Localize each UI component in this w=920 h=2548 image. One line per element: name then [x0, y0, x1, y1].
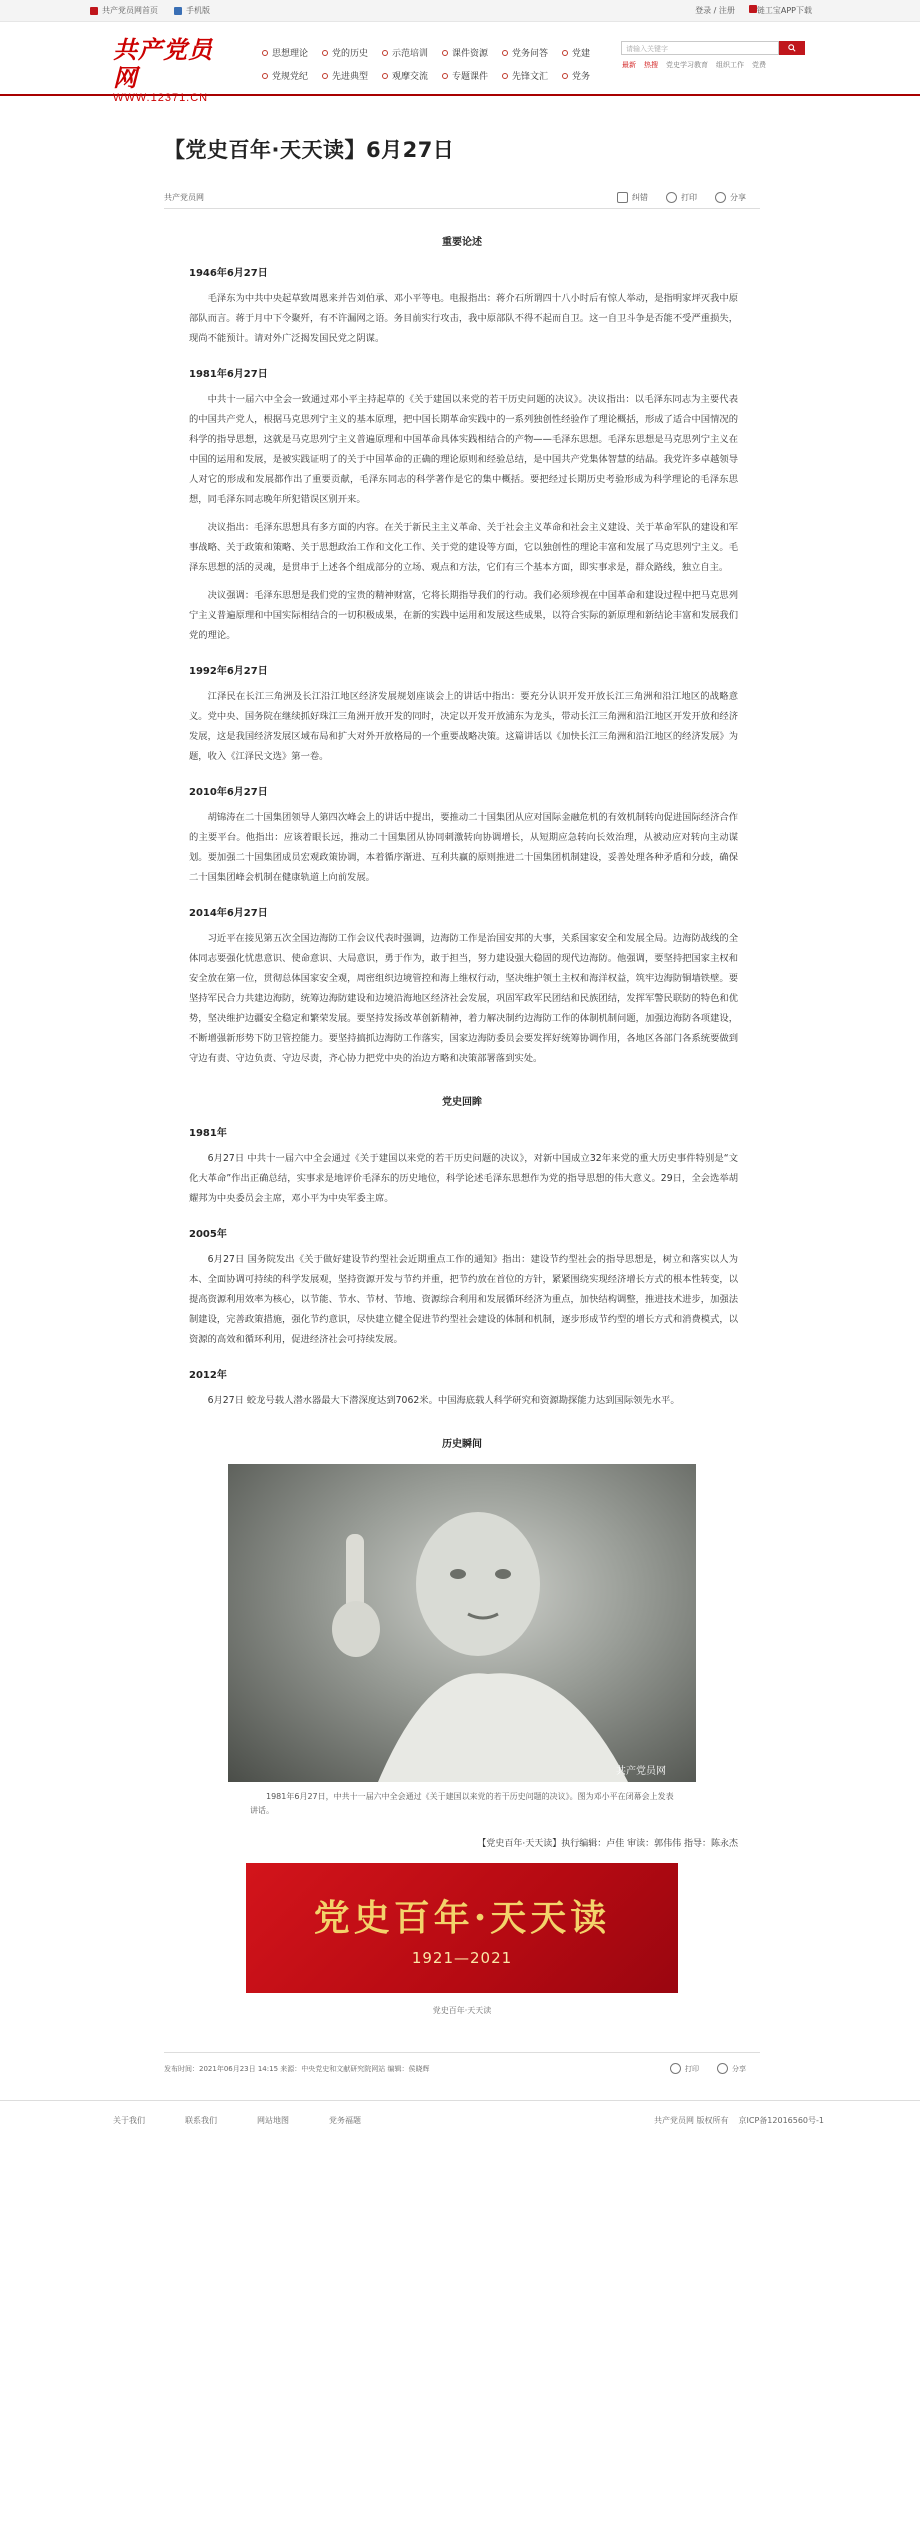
search-button[interactable]: [779, 41, 805, 55]
portrait-illustration: [228, 1464, 696, 1782]
top-strip: [0, 0, 920, 22]
print-button[interactable]: 打印: [670, 2063, 699, 2074]
search-bar: [621, 41, 805, 55]
nav-item[interactable]: 先锋文汇: [502, 69, 562, 82]
article-foot-tools: [670, 2063, 746, 2074]
paragraph: 江泽民在长江三角洲及长江沿江地区经济发展规划座谈会上的讲话中指出：要充分认识开发开放长江三角洲和沿江地区的战略意义。党中央、国务院在继续抓好珠江三角洲开放开发的同时，决定以开发开放浦东为龙头，带动长江三角洲和沿江地区开发开放和经济发展，这是我国经济发展区域布局和扩大对外开放格局的一个重要战略决策。这篇讲话以《加快长江三角洲和沿江地区的经济发展》为题，收入《江泽民文选》第一卷。: [189, 691, 738, 762]
app-icon: [749, 5, 757, 13]
paragraph: 6月27日 中共十一届六中全会通过《关于建国以来党的若干历史问题的决议》，对新中国成立32年来党的重大历史事件特别是“文化大革命”作出正确总结，实事求是地评价毛泽东的历史地位，科学论述毛泽东思想作为党的指导思想的伟大意义。29日，全会选举胡耀邦为中央委员会主席，邓小平为中央军委主席。: [189, 1153, 738, 1204]
bullet-icon: [322, 73, 328, 79]
search-input[interactable]: 请输入关键字: [621, 41, 779, 55]
nav-item[interactable]: 课件资源: [442, 46, 502, 59]
section-heading: 重要论述: [442, 237, 482, 248]
search-icon: [788, 44, 796, 52]
nav-item[interactable]: 党的历史: [322, 46, 382, 59]
logo-url: WWW.12371.CN: [113, 92, 209, 104]
paragraph: 习近平在接见第五次全国边海防工作会议代表时强调，边海防工作是治国安邦的大事，关系国家安全和发展全局。边海防战线的全体同志要强化忧患意识、使命意识、大局意识，勇于作为，敢于担当，努力建设强大稳固的现代边海防。他强调，要坚持把国家主权和安全放在第一位，贯彻总体国家安全观，周密组织边境管控和海上维权行动，坚决维护领土主权和海洋权益，筑牢边海防铜墙铁壁。要坚持军民合力共建边海防，统筹边海防建设和边境沿海地区经济社会发展，巩固军政军民团结和民族团结，发挥军警民联防的特色和优势，坚决维护边疆安全稳定和繁荣发展。要坚持发扬改革创新精神，着力解决制约边海防工作的体制机制问题，加强边海防各项建设，不断增强新形势下防卫管控能力。要坚持搞抓边海防工作落实，国家边海防委员会要发挥好统筹协调作用，各地区各部门各系统要做到守边有责、守边负责、守边尽责，齐心协力把党中央的治边方略和决策部署落到实处。: [189, 933, 738, 1064]
bullet-icon: [562, 73, 568, 79]
date-heading: 1981年6月27日: [189, 369, 268, 380]
print-icon: [670, 2063, 681, 2074]
home-link[interactable]: 共产党员网首页: [90, 5, 158, 16]
date-heading: 1946年6月27日: [189, 268, 268, 279]
mobile-link[interactable]: 手机版: [174, 5, 210, 16]
bullet-icon: [382, 50, 388, 56]
footer-link[interactable]: 网站地图: [257, 2116, 289, 2125]
footer-link[interactable]: 联系我们: [185, 2116, 217, 2125]
hotword-link[interactable]: 最新: [622, 61, 636, 69]
paragraph: 毛泽东为中共中央起草致周恩来并告刘伯承、邓小平等电。电报指出：蒋介石所谓四十八小时后有惊人举动，是指明家坪灭我中原部队而言。蒋于月中下令聚歼，有不许漏网之语。务目前实行攻击，我中原部队不得不起而自卫。这一自卫斗争是否能不受严重损失，现尚不能预计。请对外广泛揭发国民党之阴谋。: [189, 293, 738, 344]
article-foot-meta: [164, 2052, 760, 2074]
share-icon: [715, 192, 726, 203]
logo-text: 共产党员网: [113, 35, 213, 92]
home-icon: [90, 7, 98, 15]
hotword-link[interactable]: 组织工作: [716, 61, 744, 69]
date-heading: 2012年: [189, 1370, 227, 1381]
bullet-icon: [562, 50, 568, 56]
hot-words: [622, 60, 766, 70]
article-source: 共产党员网: [164, 193, 204, 202]
hotword-link[interactable]: 热搜: [644, 61, 658, 69]
bullet-icon: [502, 50, 508, 56]
history-photo: [228, 1464, 696, 1782]
copyright: 共产党员网 版权所有: [653, 2116, 729, 2125]
nav-item[interactable]: 示范培训: [382, 46, 442, 59]
paragraph: 6月27日 蛟龙号载人潜水器最大下潜深度达到7062米。中国海底载人科学研究和资源勘探能力达到国际领先水平。: [207, 1395, 680, 1406]
bullet-icon: [262, 50, 268, 56]
bullet-icon: [442, 73, 448, 79]
date-heading: 1992年6月27日: [189, 666, 268, 677]
nav-item[interactable]: 党务: [562, 69, 622, 82]
nav-item[interactable]: 观摩交流: [382, 69, 442, 82]
print-icon: [666, 192, 677, 203]
bullet-icon: [502, 73, 508, 79]
photo-caption: 1981年6月27日，中共十一届六中全会通过《关于建国以来党的若干历史问题的决议》。图为邓小平在闭幕会上发表讲话。: [250, 1792, 674, 1815]
date-heading: 1981年: [189, 1128, 227, 1139]
article-title: 【党史百年·天天读】6月27日: [164, 138, 455, 162]
section-heading: 党史回眸: [442, 1097, 482, 1108]
nav-item[interactable]: 党规党纪: [262, 69, 322, 82]
paragraph: 中共十一届六中全会一致通过邓小平主持起草的《关于建国以来党的若干历史问题的决议》。决议指出：以毛泽东同志为主要代表的中国共产党人，根据马克思列宁主义的基本原理，把中国长期革命实践中的一系列独创性经验作了理论概括，形成了适合中国情况的科学的指导思想，这就是马克思列宁主义普遍原理和中国革命具体实践相结合的产物——毛泽东思想。毛泽东思想是马克思列宁主义在中国的运用和发展，是被实践证明了的关于中国革命的正确的理论原则和经验总结，是中国共产党集体智慧的结晶。我党许多卓越领导人对它的形成和发展都作出了重要贡献，毛泽东同志的科学著作是它的集中概括。要把经过长期历史考验形成为科学理论的毛泽东思想，同毛泽东同志晚年所犯错误区别开来。: [189, 394, 738, 505]
history-photo-block: [228, 1464, 696, 1818]
app-download-link[interactable]: 链工宝APP下载: [749, 5, 812, 16]
phone-icon: [174, 7, 182, 15]
paragraph: 决议强调：毛泽东思想是我们党的宝贵的精神财富，它将长期指导我们的行动。我们必须珍视在中国革命和建设过程中把马克思列宁主义普遍原理和中国实际相结合的一切积极成果，在新的实践中运用和发展这些成果，以符合实际的新原理和新结论丰富和发展我们党的理论。: [189, 590, 738, 641]
footer-link[interactable]: 关于我们: [113, 2116, 145, 2125]
hotword-link[interactable]: 党费: [752, 61, 766, 69]
paragraph: 6月27日 国务院发出《关于做好建设节约型社会近期重点工作的通知》指出：建设节约型社会的指导思想是，树立和落实以人为本、全面协调可持续的科学发展观，坚持资源开发与节约并重，把节约放在首位的方针，紧紧围绕实现经济增长方式的根本性转变，以提高资源利用效率为核心，以节能、节水、节材、节地、资源综合利用和发展循环经济为重点，加快结构调整，推进技术进步，加强法制建设，完善政策措施，强化节约意识，尽快建立健全促进节约型社会建设的体制和机制，逐步形成节约型的增长方式和消费模式，以资源的高效和循环利用，促进经济社会可持续发展。: [189, 1254, 738, 1345]
bullet-icon: [382, 73, 388, 79]
site-header: [0, 22, 920, 104]
date-heading: 2005年: [189, 1229, 227, 1240]
print-button[interactable]: 打印: [666, 192, 697, 203]
paragraph: 胡锦涛在二十国集团领导人第四次峰会上的讲话中提出，要推动二十国集团从应对国际金融危机的有效机制转向促进国际经济合作的主要平台。他指出：应该着眼长远，推动二十国集团从协同刺激转向协调增长，从短期应急转向长效治理，从被动应对转向主动谋划。要加强二十国集团成员宏观政策协调，本着循序渐进、互利共赢的原则推进二十国集团机制建设，妥善处理各种矛盾和分歧，确保二十国集团峰会机制在健康轨道上向前发展。: [189, 812, 738, 883]
date-heading: 2014年6月27日: [189, 908, 268, 919]
nav-item[interactable]: 专题课件: [442, 69, 502, 82]
bullet-icon: [322, 50, 328, 56]
edit-icon: [617, 192, 628, 203]
article: [160, 134, 760, 2074]
article-tools: [617, 192, 746, 203]
main-nav: [262, 46, 622, 82]
report-error-button[interactable]: 纠错: [617, 192, 648, 203]
article-meta: [164, 187, 760, 209]
share-icon: [717, 2063, 728, 2074]
bullet-icon: [262, 73, 268, 79]
bullet-icon: [442, 50, 448, 56]
share-button[interactable]: 分享: [715, 192, 746, 203]
section-heading: 历史瞬间: [442, 1439, 482, 1450]
banner-title: 党史百年·天天读: [313, 1896, 611, 1939]
series-banner: [246, 1863, 678, 1993]
banner-caption: 党史百年·天天读: [432, 2006, 492, 2015]
nav-item[interactable]: 党建: [562, 46, 622, 59]
footer-link[interactable]: 党务福题: [329, 2116, 361, 2125]
photo-watermark: 共产党员网: [616, 1766, 666, 1777]
hotword-link[interactable]: 党史学习教育: [666, 61, 708, 69]
nav-item[interactable]: 党务问答: [502, 46, 562, 59]
share-button[interactable]: 分享: [717, 2063, 746, 2074]
publish-info: 发布时间：2021年06月23日 14:15 来源：中央党史和文献研究院网站 编辑：侯晓辉: [164, 2064, 430, 2073]
editor-credits: 【党史百年·天天读】执行编辑：卢佳 审读：郭伟伟 指导：陈永杰: [477, 1839, 738, 1849]
banner-years: 1921—2021: [411, 1948, 513, 1967]
nav-item[interactable]: 先进典型: [322, 69, 382, 82]
icp-number[interactable]: 京ICP备12016560号-1: [738, 2116, 824, 2125]
login-link[interactable]: 登录 / 注册: [695, 6, 735, 15]
paragraph: 决议指出：毛泽东思想具有多方面的内容。在关于新民主主义革命、关于社会主义革命和社会主义建设、关于革命军队的建设和军事战略、关于政策和策略、关于思想政治工作和文化工作、关于党的建设等方面，它以独创性的理论丰富和发展了马克思列宁主义。毛泽东思想的活的灵魂，是贯串于上述各个组成部分的立场、观点和方法，它们有三个基本方面，即实事求是，群众路线，独立自主。: [189, 522, 738, 573]
site-footer: [0, 2100, 920, 2140]
nav-item[interactable]: 思想理论: [262, 46, 322, 59]
site-logo[interactable]: [113, 36, 233, 104]
date-heading: 2010年6月27日: [189, 787, 268, 798]
